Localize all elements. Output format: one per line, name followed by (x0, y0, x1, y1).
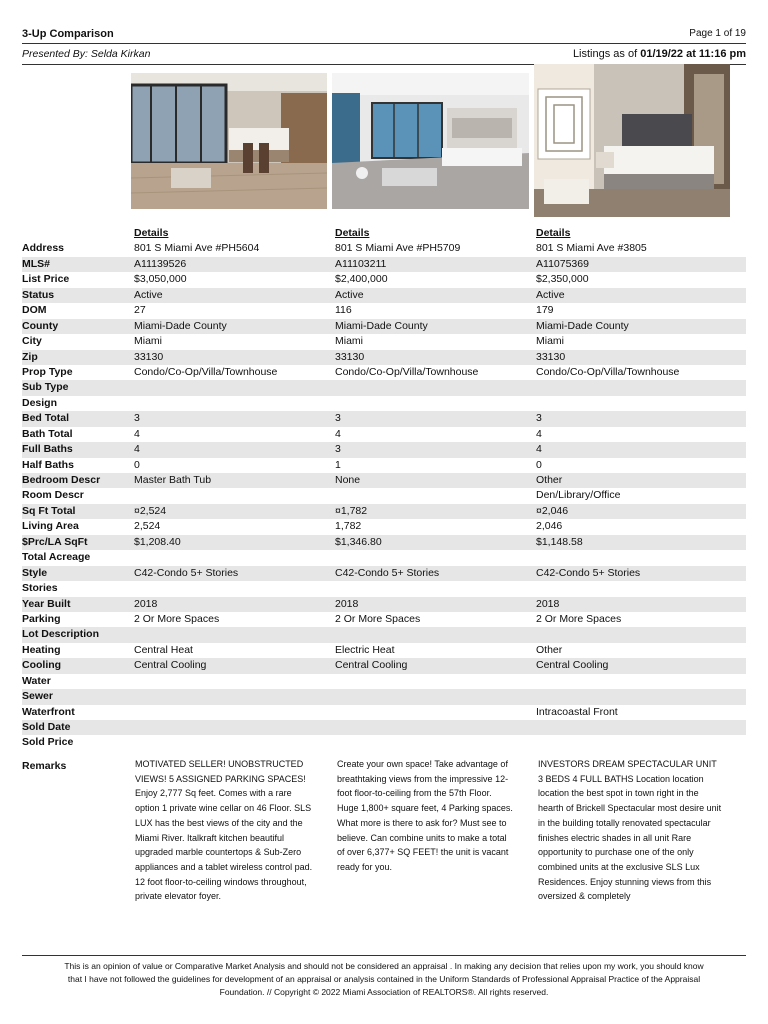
cell-listing-3: Miami (536, 335, 564, 348)
cell-listing-2 (335, 735, 536, 750)
table-row (22, 288, 746, 303)
cell-listing-3: 801 S Miami Ave #3805 (536, 242, 647, 255)
row-label: Sq Ft Total (22, 504, 76, 517)
cell-listing-1: A11139526 (134, 257, 187, 270)
cell-listing-1: Miami (134, 335, 162, 348)
cell-listing-1: Miami-Dade County (134, 319, 227, 332)
cell-listing-2: 1 (335, 458, 341, 471)
cell-listing-3 (536, 674, 746, 689)
table-body (22, 241, 746, 750)
listing-photo-3[interactable] (534, 64, 730, 217)
cell-listing-1 (134, 396, 335, 411)
cell-listing-2: Central Cooling (335, 659, 408, 672)
table-row (22, 581, 746, 596)
cell-listing-1 (134, 674, 335, 689)
listings-prefix: Listings as of (572, 48, 641, 60)
row-label: Sold Price (22, 736, 74, 749)
cell-listing-2 (335, 396, 536, 411)
table-header-row (22, 226, 746, 241)
cell-listing-1 (134, 689, 335, 704)
cell-listing-1: 3 (134, 412, 140, 425)
cell-listing-3: C42-Condo 5+ Stories (536, 566, 641, 579)
cell-listing-3: 2 Or More Spaces (536, 612, 622, 625)
cell-listing-3 (536, 396, 746, 411)
cell-listing-2: A11103211 (335, 257, 387, 270)
row-label: $Prc/LA SqFt (22, 535, 88, 548)
cell-listing-3: 3 (536, 412, 542, 425)
cell-listing-3: 0 (536, 458, 542, 471)
header-spacer (22, 226, 134, 241)
row-label: Year Built (22, 597, 71, 610)
cell-listing-3 (536, 380, 746, 395)
cell-listing-1: 2018 (134, 597, 158, 610)
row-label: Stories (22, 582, 58, 595)
cell-listing-3 (536, 550, 746, 565)
table-row (22, 473, 746, 488)
remarks-listing-2: Create your own space! Take advantage of breathtaking views from the impressive 12-foot floor-to-ceiling from the 57th Floor. Huge 1,800+ square feet, 4 Parking spaces. What more is there to ask for? Must see to believe. Can combine units to make a total of over 6,377+ SQ FEET! the unit is vacant ready for you. (337, 759, 513, 872)
cell-listing-1 (134, 735, 335, 750)
report-title: 3-Up Comparison (22, 28, 114, 40)
table-row (22, 334, 746, 349)
cell-listing-1: $3,050,000 (134, 273, 187, 286)
table-row (22, 303, 746, 318)
cell-listing-3: 179 (536, 304, 554, 317)
table-row (22, 643, 746, 658)
cell-listing-2: 1,782 (335, 520, 362, 533)
cell-listing-3: Central Cooling (536, 659, 609, 672)
row-label: Status (22, 288, 55, 301)
cell-listing-2: 3 (335, 443, 341, 456)
row-label: Half Baths (22, 458, 74, 471)
table-row (22, 241, 746, 256)
cell-listing-3 (536, 581, 746, 596)
cell-listing-2: 801 S Miami Ave #PH5709 (335, 242, 461, 255)
cell-listing-3: Other (536, 643, 563, 656)
cell-listing-3: 4 (536, 443, 542, 456)
table-row (22, 488, 746, 503)
row-label: Parking (22, 612, 61, 625)
cell-listing-2 (335, 380, 536, 395)
cell-listing-2: 2 Or More Spaces (335, 612, 421, 625)
table-row (22, 612, 746, 627)
cell-listing-3: Miami-Dade County (536, 319, 629, 332)
cell-listing-1 (134, 550, 335, 565)
cell-listing-3: Den/Library/Office (536, 489, 621, 502)
cell-listing-1: Active (134, 288, 163, 301)
cell-listing-1 (134, 488, 335, 503)
row-label: Room Descr (22, 489, 84, 502)
cell-listing-1: 0 (134, 458, 140, 471)
table-row (22, 319, 746, 334)
cell-listing-1: ¤2,524 (134, 504, 167, 517)
row-label: Water (22, 674, 51, 687)
cell-listing-1: 33130 (134, 350, 164, 363)
cell-listing-3: $2,350,000 (536, 273, 589, 286)
bedroom-photo (534, 64, 730, 217)
row-label: Bed Total (22, 412, 70, 425)
listing-photo-1[interactable] (131, 73, 327, 209)
cell-listing-2: $1,346.80 (335, 535, 382, 548)
living-room-photo (332, 73, 529, 209)
row-label: City (22, 335, 42, 348)
listing-photo-2[interactable] (332, 73, 529, 209)
table-row (22, 504, 746, 519)
cell-listing-2 (335, 550, 536, 565)
cell-listing-1 (134, 380, 335, 395)
table-row (22, 658, 746, 673)
footer-divider (22, 955, 746, 956)
cell-listing-1: 4 (134, 427, 140, 440)
table-row (22, 627, 746, 642)
row-label: Total Acreage (22, 551, 91, 564)
table-row (22, 396, 746, 411)
remarks-label: Remarks (22, 760, 67, 772)
row-label: Prop Type (22, 365, 73, 378)
row-label: Sold Date (22, 721, 71, 733)
cell-listing-1: 2 Or More Spaces (134, 612, 220, 625)
row-label: MLS# (22, 257, 51, 270)
cell-listing-3: Active (536, 288, 565, 301)
cell-listing-1: $1,208.40 (134, 535, 181, 548)
row-label: Lot Description (22, 628, 100, 641)
cell-listing-3: Other (536, 474, 563, 486)
cell-listing-1 (134, 581, 335, 596)
cell-listing-3 (536, 627, 746, 642)
cell-listing-3: ¤2,046 (536, 504, 569, 517)
cell-listing-2: 3 (335, 412, 341, 425)
table-row (22, 735, 746, 750)
cell-listing-3: 33130 (536, 350, 566, 363)
cell-listing-3: 4 (536, 427, 542, 440)
table-row (22, 689, 746, 704)
remarks-listing-3: INVESTORS DREAM SPECTACULAR UNIT 3 BEDS 4 FULL BATHS Location location location the best spot in town right in the hearth of Brickell Spectacular most desire unit in the building totally renovated spectacular finishes electric shades in all unit Rare opportunity to purchase one of the only combined units at the exclusive SLS Lux Residences. Enjoy stunning views from this oversized & completely (538, 759, 722, 902)
cell-listing-2: 116 (335, 304, 352, 317)
cell-listing-2 (335, 488, 536, 503)
cell-listing-1 (134, 705, 335, 720)
table-row (22, 519, 746, 534)
cell-listing-3 (536, 735, 746, 750)
cell-listing-2 (335, 705, 536, 720)
cell-listing-3: Intracoastal Front (536, 705, 618, 718)
table-row (22, 550, 746, 565)
row-label: Bedroom Descr (22, 474, 101, 486)
cell-listing-3 (536, 689, 746, 704)
table-row (22, 427, 746, 442)
page-number: Page 1 of 19 (689, 28, 746, 39)
cell-listing-2: $2,400,000 (335, 273, 388, 286)
cell-listing-1: 27 (134, 304, 146, 317)
cell-listing-2 (335, 720, 536, 735)
cell-listing-2 (335, 627, 536, 642)
cell-listing-1: 2,524 (134, 520, 161, 533)
table-row (22, 720, 746, 735)
cell-listing-1: Central Cooling (134, 659, 207, 672)
cell-listing-2: 33130 (335, 350, 365, 363)
table-row (22, 350, 746, 365)
table-row (22, 365, 746, 380)
cell-listing-1: Condo/Co-Op/Villa/Townhouse (134, 365, 278, 378)
cell-listing-2: Miami (335, 335, 363, 348)
kitchen-photo (131, 73, 327, 209)
row-label: Sub Type (22, 381, 69, 394)
cell-listing-2 (335, 689, 536, 704)
cell-listing-1 (134, 720, 335, 735)
row-label: DOM (22, 304, 47, 317)
cell-listing-2 (335, 581, 536, 596)
cell-listing-2: None (335, 474, 361, 486)
listings-as-of (573, 48, 746, 60)
column-header-1: Details (134, 227, 169, 239)
column-header-3: Details (536, 227, 571, 239)
row-label: County (22, 319, 59, 332)
table-row (22, 442, 746, 457)
column-header-2: Details (335, 227, 370, 239)
row-label: Waterfront (22, 705, 75, 718)
cell-listing-2: Condo/Co-Op/Villa/Townhouse (335, 365, 479, 378)
cell-listing-1 (134, 627, 335, 642)
header-divider (22, 43, 746, 44)
row-label: Zip (22, 350, 38, 363)
cell-listing-3: 2018 (536, 597, 560, 610)
table-row (22, 380, 746, 395)
row-label: List Price (22, 273, 70, 286)
table-row (22, 411, 746, 426)
cell-listing-3: Condo/Co-Op/Villa/Townhouse (536, 365, 680, 378)
listings-date: 01/19/22 at 11:16 pm (640, 48, 746, 60)
table-row (22, 705, 746, 720)
row-label: Heating (22, 643, 61, 656)
cell-listing-3 (536, 720, 746, 735)
row-label: Cooling (22, 659, 62, 672)
cell-listing-2: Active (335, 288, 364, 301)
cell-listing-1: Master Bath Tub (134, 474, 212, 486)
cell-listing-1: C42-Condo 5+ Stories (134, 566, 239, 579)
cell-listing-3: A11075369 (536, 257, 589, 270)
row-label: Living Area (22, 520, 79, 533)
cell-listing-2 (335, 674, 536, 689)
cell-listing-1: 4 (134, 443, 140, 456)
cell-listing-2: ¤1,782 (335, 504, 368, 517)
cell-listing-1: 801 S Miami Ave #PH5604 (134, 242, 260, 255)
table-row (22, 257, 746, 272)
table-row (22, 566, 746, 581)
table-row (22, 674, 746, 689)
cell-listing-2: 4 (335, 427, 341, 440)
table-row (22, 535, 746, 550)
footer-disclaimer: This is an opinion of value or Comparative Market Analysis and should not be considered an appraisal . In making any decision that relies upon my work, you should know that I have not followed the guidelines for development of an appraisal or analysis contained in the Uniform Standards of Professional Appraisal Practice of the Appraisal Foundation. // Copyright © 2022 Miami Association of REALTORS®. All rights reserved. (64, 961, 704, 997)
table-row (22, 272, 746, 287)
row-label: Sewer (22, 690, 53, 703)
presented-by: Presented By: Selda Kirkan (22, 48, 151, 60)
cell-listing-3: 2,046 (536, 520, 563, 533)
cell-listing-2: Miami-Dade County (335, 319, 428, 332)
cell-listing-2: C42-Condo 5+ Stories (335, 566, 440, 579)
cell-listing-2: Electric Heat (335, 643, 395, 656)
row-label: Design (22, 396, 58, 409)
table-row (22, 458, 746, 473)
cell-listing-1: Central Heat (134, 643, 193, 656)
row-label: Full Baths (22, 443, 73, 456)
comparison-table (22, 226, 746, 751)
cell-listing-2: 2018 (335, 597, 359, 610)
row-label: Bath Total (22, 427, 73, 440)
remarks-listing-1: MOTIVATED SELLER! UNOBSTRUCTED VIEWS! 5 ASSIGNED PARKING SPACES! Enjoy 2,777 Sq feet. Comes with a rare option 1 private wine cellar on 46 Floor. SLS LUX has the best views of the city and the Miami River. Italkraft kitchen beautiful upgraded marble countertops & Sub-Zero appliances and a tablet wireless control pad. 12 foot floor-to-ceiling windows throughout, private elevator foyer. (135, 759, 313, 902)
row-label: Style (22, 566, 48, 579)
table-row (22, 597, 746, 612)
cell-listing-3: $1,148.58 (536, 535, 583, 548)
row-label: Address (22, 242, 65, 255)
